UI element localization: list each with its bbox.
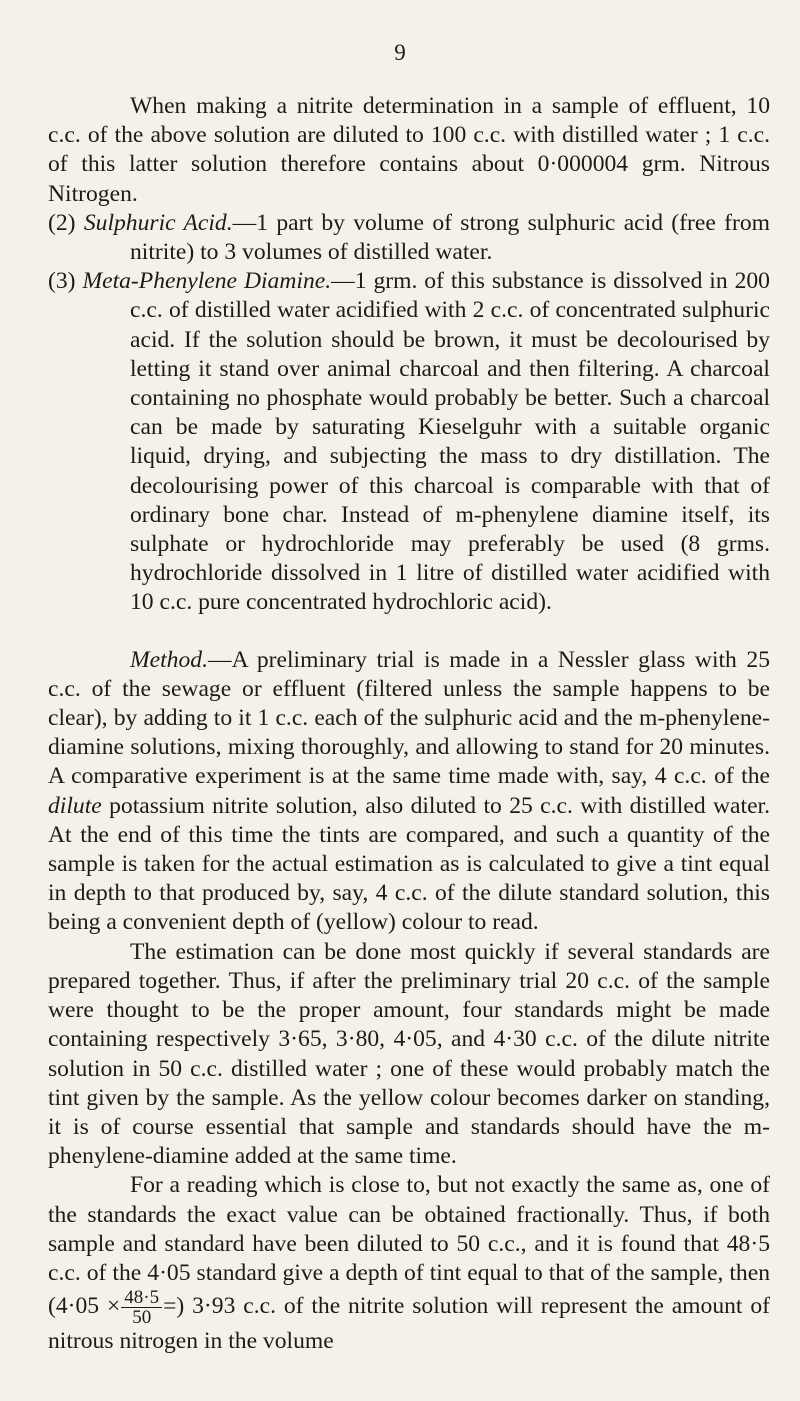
fraction-denominator: 50 xyxy=(132,1307,152,1329)
dilute-emphasis: dilute xyxy=(48,792,102,819)
reagent-number: (3) xyxy=(48,268,76,295)
fraction xyxy=(121,1288,162,1327)
paragraph-estimation: The estimation can be done most quickly if several standards are prepared together. Thus, if after the preliminary trial 20 c.c. of the sample were thought to be the proper amount, four standards might be made containing respectively 3·65, 3·80, 4·05, and 4·30 c.c. of the dilute nitrite solution in 50 c.c. distilled water ; one of these would probably match the tint given by the sample. As the yellow colour becomes darker on standing, it is of course essential that sample and standards should have the m-phenylene-diamine added at the same time. xyxy=(48,938,770,1170)
reagent-title: Meta-Phenylene Diamine. xyxy=(82,268,332,295)
paragraph-fractional-reading: For a reading which is close to, but not exactly the same as, one of the standards the exact value can be obtained fractionally. Thus, if both sample and standard have been diluted to 50 c.c., and it is found that 48·5 c.c. of the 4·05 standard give a depth of tint equal to that of the sample, then (4·05 × $\frac{48\cdot 5}{50}$ =) 3·93 c.c. of the nitrite solution will represent the amount of nitrous nitrogen in the volume xyxy=(48,1172,770,1355)
reagent-meta-phenylene-diamine xyxy=(48,267,770,617)
reagent-title: Sulphuric Acid. xyxy=(83,209,233,236)
paragraph-nitrite-dilution: When making a nitrite determination in a sample of effluent, 10 c.c. of the above solution are diluted to 100 c.c. with distilled water ; 1 c.c. of this latter solution therefore contains about 0·000004 grm. Nitrous Nitrogen. xyxy=(48,93,770,207)
method-heading: Method. xyxy=(130,646,208,673)
page-text xyxy=(48,92,770,1356)
reagent-description: —1 grm. of this substance is dissolved in 200 c.c. of distilled water acidified with 2 c.c. of concentrated sulphuric acid. If the solution should be brown, it must be decolourised by letting it stand over animal charcoal and then filtering. A charcoal containing no phosphate would probably be better. Such a charcoal can be made by saturating Kieselguhr with a suitable organic liquid, drying, and subjecting the mass to dry distillation. The decolourising power of this charcoal is comparable with that of ordinary bone char. Instead of m-phenylene diamine itself, its sulphate or hydrochloride may preferably be used (8 grms. hydrochloride dissolved in 1 litre of distilled water acidified with 10 c.c. pure concentrated hydrochloric acid). xyxy=(130,268,770,616)
reagent-sulphuric-acid xyxy=(48,209,770,267)
reagent-number: (2) xyxy=(48,209,76,236)
reagent-description: —1 part by volume of strong sulphuric acid (free from nitrite) to 3 volumes of distilled water. xyxy=(130,209,770,266)
fraction-numerator: 48·5 xyxy=(121,1288,162,1308)
page-number: 9 xyxy=(394,40,406,65)
paragraph-method: Method.—A preliminary trial is made in a Nessler glass with 25 c.c. of the sewage or effluent (filtered unless the sample happens to be clear), by adding to it 1 c.c. each of the sulphuric acid and the m-phenylene-diamine solutions, mixing thoroughly, and allowing to stand for 20 minutes. A comparative experiment is at the same time made with, say, 4 c.c. of the dilute potassium nitrite solution, also diluted to 25 c.c. with distilled water. At the end of this time the tints are compared, and such a quantity of the sample is taken for the actual estimation as is calculated to give a tint equal in depth to that produced by, say, 4 c.c. of the dilute standard solution, this being a convenient depth of (yellow) colour to read. xyxy=(48,646,770,936)
